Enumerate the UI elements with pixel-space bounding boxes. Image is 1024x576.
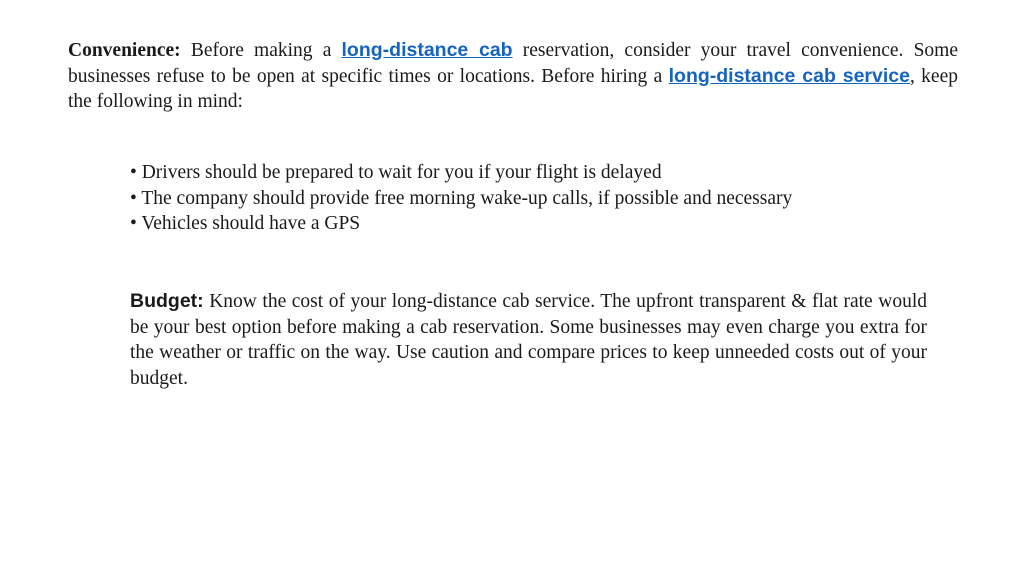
convenience-paragraph — [68, 38, 958, 115]
list-item: • Vehicles should have a GPS — [130, 213, 361, 234]
long-distance-cab-link[interactable]: long-distance cab — [341, 39, 513, 61]
budget-text: Know the cost of your long-distance cab service. The upfront transparent & flat rate would be your best option before making a cab reservation. Some businesses may even charge you extra for the weather or traffic on the way. Use caution and compare prices to keep unneeded costs out of your budget. — [130, 291, 927, 389]
budget-heading: Budget: — [130, 290, 204, 312]
list-item: • Drivers should be prepared to wait for you if your flight is delayed — [130, 162, 662, 183]
convenience-text-3: , keep the following in mind: — [68, 65, 958, 112]
list-item: • The company should provide free morning wake-up calls, if possible and necessary — [130, 187, 793, 209]
convenience-heading: Convenience: — [68, 40, 181, 61]
convenience-text-1: Before making a — [180, 40, 342, 61]
convenience-text-2: reservation, consider your travel convenience. Some businesses refuse to be open at specific times or locations. Before hiring a — [68, 40, 959, 87]
budget-paragraph — [130, 289, 927, 391]
considerations-list — [130, 160, 927, 237]
long-distance-cab-service-link[interactable]: long-distance cab service — [668, 64, 910, 87]
